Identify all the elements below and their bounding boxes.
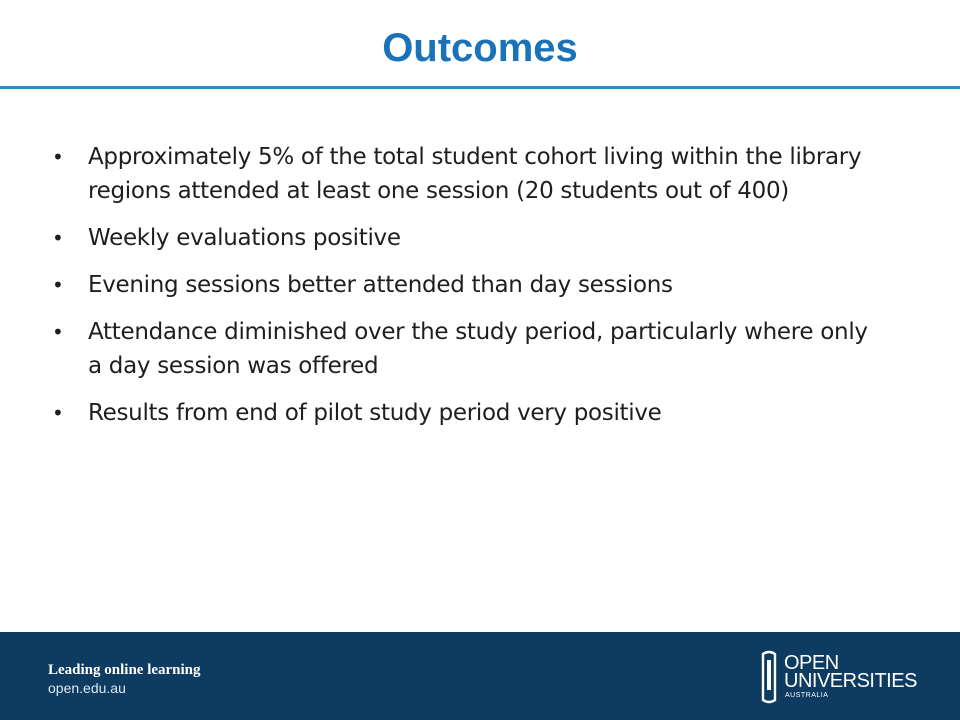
footer-tagline: Leading online learning <box>48 662 201 678</box>
bullet-item <box>48 140 888 208</box>
footer-website: open.edu.au <box>48 680 126 696</box>
bullet-text: Approximately 5% of the total student cohort living within the library regions attended at least one session (20 students out of 400) <box>88 144 862 204</box>
slide-title: Outcomes <box>382 26 578 70</box>
bullet-icon: • <box>52 273 64 297</box>
bullet-text: Attendance diminished over the study period, particularly where only a day session was offered <box>88 319 868 379</box>
bullet-list <box>48 140 888 443</box>
bullet-text: Results from end of pilot study period very positive <box>88 400 662 426</box>
footer-bar <box>0 632 960 720</box>
bullet-text: Weekly evaluations positive <box>88 225 401 251</box>
logo-text-open: OPEN <box>784 652 839 674</box>
open-universities-logo-mark-icon <box>760 650 778 704</box>
bullet-item <box>48 396 888 430</box>
bullet-item <box>48 268 888 302</box>
bullet-icon: • <box>52 320 64 344</box>
open-universities-logo <box>760 650 920 704</box>
logo-text-australia: AUSTRALIA <box>785 692 829 699</box>
bullet-icon: • <box>52 226 64 250</box>
bullet-item <box>48 221 888 255</box>
bullet-item <box>48 315 888 383</box>
bullet-text: Evening sessions better attended than day sessions <box>88 272 673 298</box>
bullet-icon: • <box>52 145 64 169</box>
title-divider <box>0 86 960 89</box>
bullet-icon: • <box>52 401 64 425</box>
logo-text-universities: UNIVERSITIES <box>784 670 917 692</box>
